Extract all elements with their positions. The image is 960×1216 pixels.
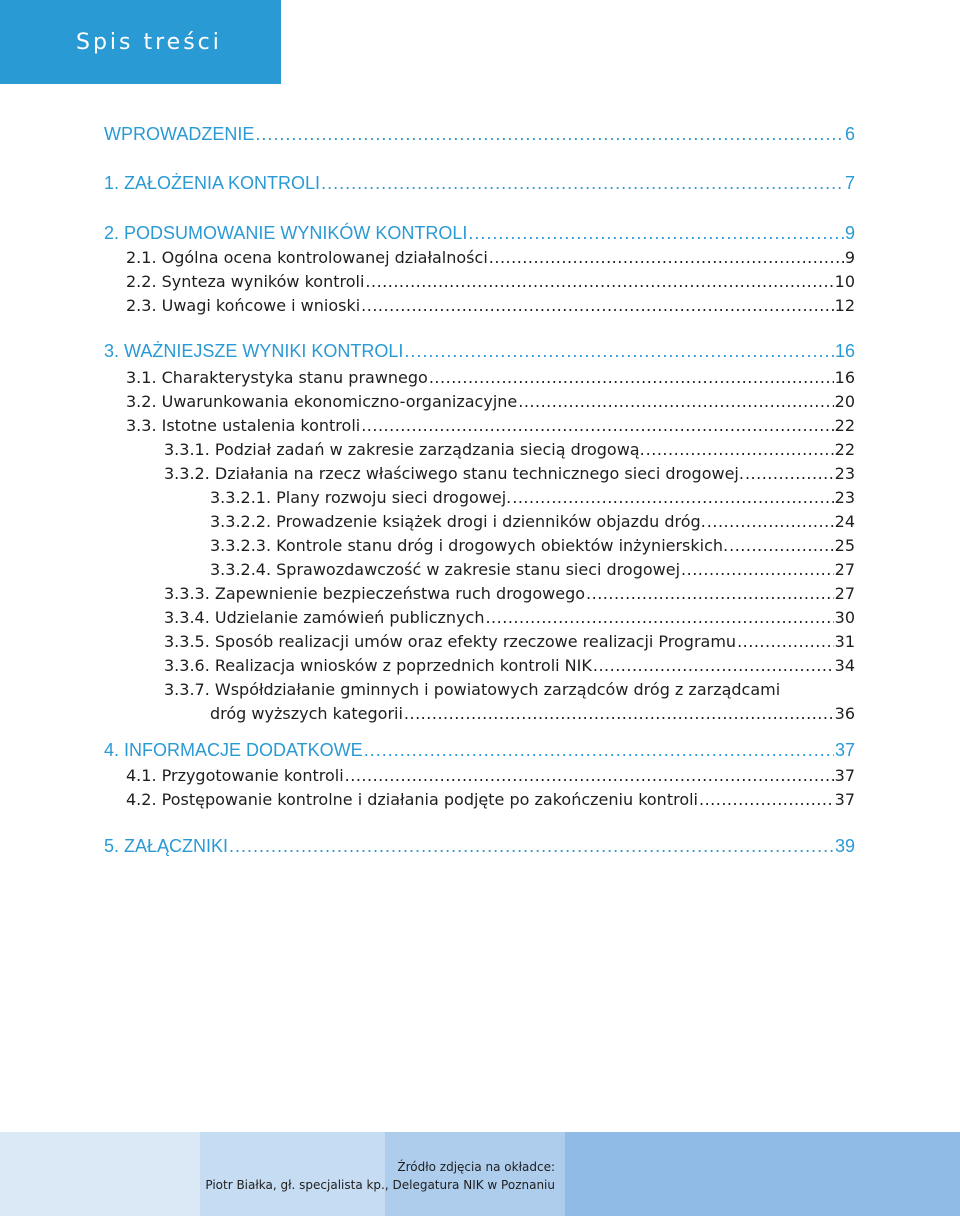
- toc-page-number: 37: [834, 790, 855, 809]
- toc-page-number: 25: [834, 536, 855, 555]
- toc-page-number: 16: [834, 368, 855, 387]
- toc-entry-label: 3.3.7. Współdziałanie gminnych i powiatowych zarządców dróg z zarządcami: [164, 680, 781, 699]
- toc-entry-label: 2. PODSUMOWANIE WYNIKÓW KONTROLI: [104, 223, 468, 243]
- toc-entry-label: 2.3. Uwagi końcowe i wnioski: [126, 296, 361, 315]
- toc-dot-leader: [737, 632, 834, 651]
- toc-entry[interactable]: [164, 584, 855, 603]
- toc-entry[interactable]: [126, 790, 855, 809]
- toc-entry-label: 3.1. Charakterystyka stanu prawnego: [126, 368, 428, 387]
- photo-credit-line1: Źródło zdjęcia na okładce:: [397, 1160, 555, 1174]
- toc-page-number: 16: [834, 341, 855, 361]
- toc-entry[interactable]: [104, 124, 855, 145]
- toc-entry[interactable]: [104, 341, 855, 362]
- toc-entry[interactable]: [164, 440, 855, 459]
- toc-page-number: 37: [834, 766, 855, 785]
- toc-page-number: 22: [834, 440, 855, 459]
- toc-entry-label: 3.3.3. Zapewnienie bezpieczeństwa ruch drogowego: [164, 584, 586, 603]
- toc-dot-leader: [646, 440, 834, 459]
- toc-entry-label: 3.3.2.1. Plany rozwoju sieci drogowej.: [210, 488, 512, 507]
- toc-entry[interactable]: [210, 704, 855, 723]
- footer-block-4: [565, 1132, 960, 1216]
- toc-entry[interactable]: [126, 416, 855, 435]
- header-banner: [0, 0, 281, 84]
- toc-entry-label: 3.3.2. Działania na rzecz właściwego stanu technicznego sieci drogowej.: [164, 464, 744, 483]
- toc-entry[interactable]: [126, 766, 855, 785]
- toc-page-number: 39: [834, 836, 855, 856]
- toc-entry[interactable]: [104, 223, 855, 244]
- toc-entry[interactable]: [164, 680, 855, 699]
- toc-dot-leader: [729, 536, 834, 555]
- toc-page-number: 23: [834, 488, 855, 507]
- toc-entry[interactable]: [164, 632, 855, 651]
- toc-dot-leader: [593, 656, 834, 675]
- toc-entry[interactable]: [210, 488, 855, 507]
- photo-credit-line2: Piotr Białka, gł. specjalista kp., Delegatura NIK w Poznaniu: [205, 1178, 555, 1192]
- toc-entry[interactable]: [164, 656, 855, 675]
- toc-dot-leader: [229, 836, 834, 857]
- toc-dot-leader: [255, 124, 844, 145]
- toc-dot-leader: [345, 766, 834, 785]
- toc-page-number: 23: [834, 464, 855, 483]
- toc-entry[interactable]: [126, 296, 855, 315]
- toc-entry[interactable]: [210, 536, 855, 555]
- toc-dot-leader: [404, 704, 834, 723]
- toc-entry-label: 3.3.1. Podział zadań w zakresie zarządzania siecią drogową.: [164, 440, 645, 459]
- toc-dot-leader: [361, 296, 833, 315]
- page-title: Spis treści: [76, 30, 222, 55]
- toc-dot-leader: [586, 584, 834, 603]
- toc-dot-leader: [512, 488, 833, 507]
- toc-page-number: 27: [834, 560, 855, 579]
- toc-entry-label: 3.3. Istotne ustalenia kontroli: [126, 416, 361, 435]
- toc-page-number: 9: [844, 248, 855, 267]
- toc-entry[interactable]: [210, 512, 855, 531]
- toc-entry[interactable]: [104, 836, 855, 857]
- toc-entry-label: dróg wyższych kategorii: [210, 704, 403, 723]
- toc-dot-leader: [489, 248, 844, 267]
- toc-dot-leader: [745, 464, 834, 483]
- toc-entry-label: 3.3.2.4. Sprawozdawczość w zakresie stanu sieci drogowej: [210, 560, 681, 579]
- toc-page-number: 10: [834, 272, 855, 291]
- toc-entry-label: 1. ZAŁOŻENIA KONTROLI: [104, 173, 321, 193]
- toc-dot-leader: [364, 740, 834, 761]
- toc-entry[interactable]: [164, 464, 855, 483]
- toc-dot-leader: [518, 392, 833, 411]
- toc-entry-label: 4.1. Przygotowanie kontroli: [126, 766, 344, 785]
- toc-entry-label: 3. WAŻNIEJSZE WYNIKI KONTROLI: [104, 341, 404, 361]
- toc-page-number: 31: [834, 632, 855, 651]
- toc-page-number: 27: [834, 584, 855, 603]
- toc-page-number: 36: [834, 704, 855, 723]
- toc-page-number: 37: [834, 740, 855, 760]
- toc-entry-label: WPROWADZENIE: [104, 124, 255, 144]
- toc-entry[interactable]: [104, 173, 855, 194]
- toc-dot-leader: [468, 223, 844, 244]
- toc-entry-label: 5. ZAŁĄCZNIKI: [104, 836, 229, 856]
- toc-page-number: 24: [834, 512, 855, 531]
- toc-page-number: 30: [834, 608, 855, 627]
- toc-page-number: 34: [834, 656, 855, 675]
- toc-entry-label: 3.3.5. Sposób realizacji umów oraz efekty rzeczowe realizacji Programu: [164, 632, 737, 651]
- toc-dot-leader: [321, 173, 844, 194]
- toc-entry[interactable]: [210, 560, 855, 579]
- toc-entry[interactable]: [126, 272, 855, 291]
- footer-block-3: [385, 1132, 565, 1216]
- toc-page-number: 20: [834, 392, 855, 411]
- toc-entry-label: 2.2. Synteza wyników kontroli: [126, 272, 365, 291]
- toc-entry-label: 4. INFORMACJE DODATKOWE: [104, 740, 363, 760]
- toc-dot-leader: [485, 608, 833, 627]
- toc-dot-leader: [365, 272, 833, 291]
- toc-entry-label: 3.3.4. Udzielanie zamówień publicznych: [164, 608, 485, 627]
- toc-entry-label: 3.3.6. Realizacja wniosków z poprzednich kontroli NIK: [164, 656, 592, 675]
- toc-dot-leader: [361, 416, 833, 435]
- footer-strip: [0, 1132, 960, 1216]
- toc-page-number: 6: [844, 124, 855, 144]
- toc-entry[interactable]: [104, 740, 855, 761]
- toc-entry-label: 3.2. Uwarunkowania ekonomiczno-organizacyjne: [126, 392, 518, 411]
- toc-dot-leader: [707, 512, 834, 531]
- toc-dot-leader: [404, 341, 834, 362]
- toc-dot-leader: [681, 560, 834, 579]
- toc-entry-label: 3.3.2.2. Prowadzenie książek drogi i dzienników objazdu dróg.: [210, 512, 706, 531]
- toc-dot-leader: [429, 368, 834, 387]
- toc-page-number: 9: [844, 223, 855, 243]
- toc-entry[interactable]: [164, 608, 855, 627]
- toc-page-number: 7: [844, 173, 855, 193]
- footer-block-1: [0, 1132, 200, 1216]
- toc-page-number: 22: [834, 416, 855, 435]
- toc-page-number: 12: [834, 296, 855, 315]
- footer-block-2: [200, 1132, 385, 1216]
- toc-dot-leader: [699, 790, 834, 809]
- toc-entry[interactable]: [126, 248, 855, 267]
- toc-entry[interactable]: [126, 392, 855, 411]
- toc-entry-label: 2.1. Ogólna ocena kontrolowanej działalności: [126, 248, 488, 267]
- toc-entry-label: 4.2. Postępowanie kontrolne i działania podjęte po zakończeniu kontroli: [126, 790, 698, 809]
- toc-entry[interactable]: [126, 368, 855, 387]
- toc-entry-label: 3.3.2.3. Kontrole stanu dróg i drogowych obiektów inżynierskich.: [210, 536, 729, 555]
